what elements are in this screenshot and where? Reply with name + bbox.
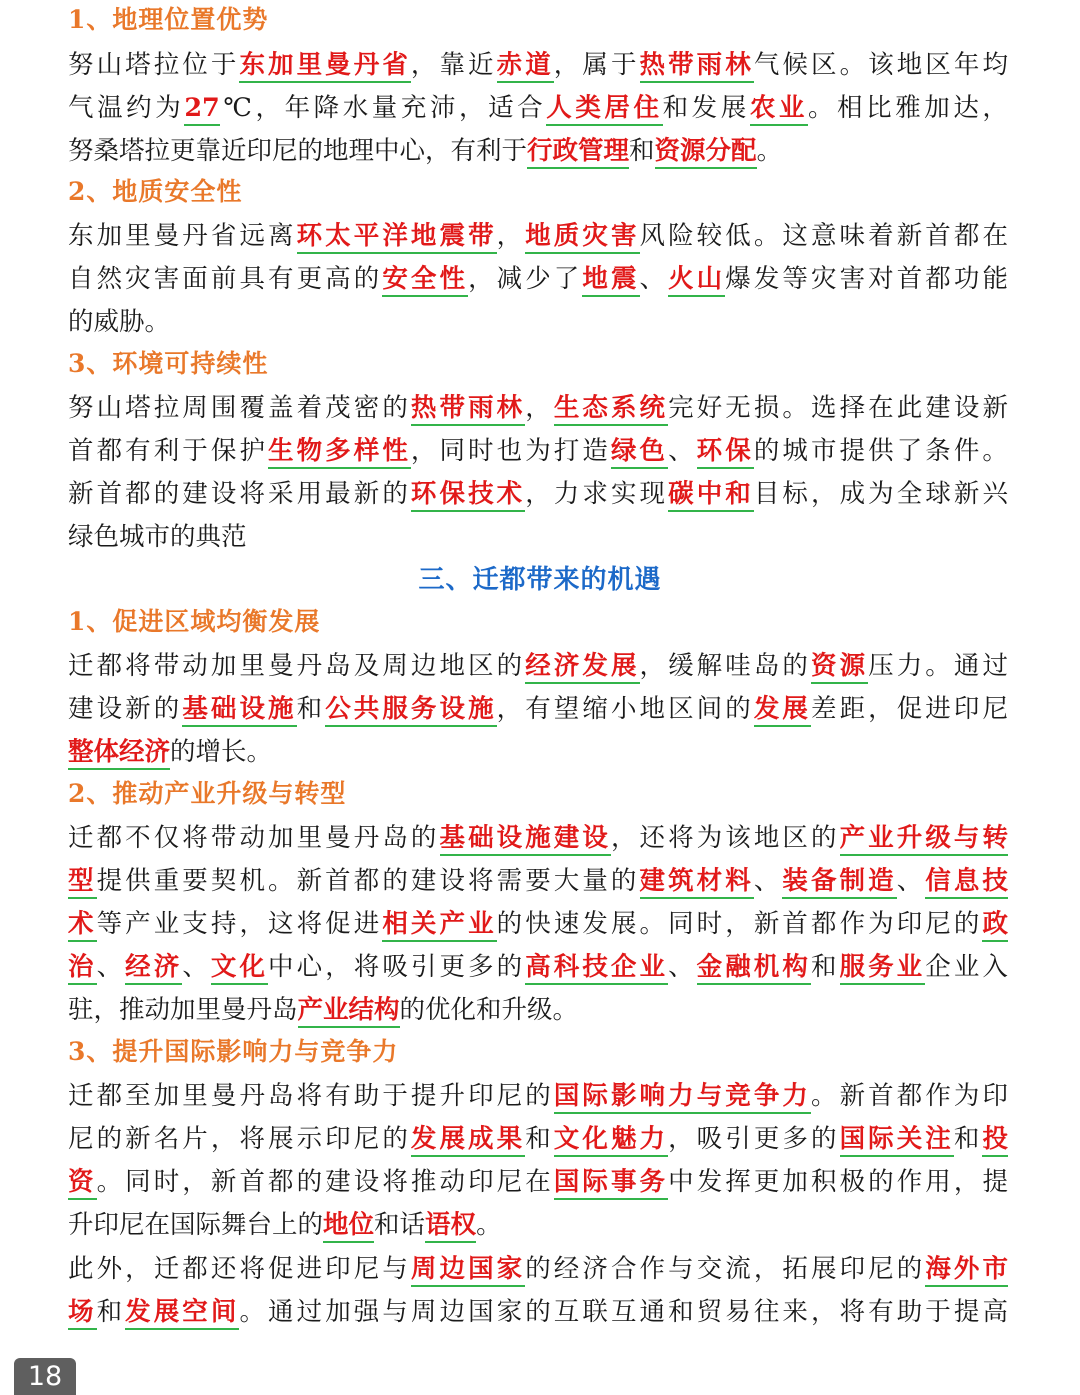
body-text: 完好无损。选择在此建设新 — [668, 393, 1008, 423]
paragraph-line — [68, 692, 1008, 726]
body-text: 和 — [629, 136, 655, 166]
highlighted-keyword: 场 — [68, 1297, 97, 1330]
body-text: 风险较低。这意味着新首都在 — [639, 221, 1008, 251]
highlighted-keyword: 国际关注 — [840, 1124, 954, 1157]
body-text: 、 — [668, 952, 697, 982]
highlighted-keyword: 生物多样性 — [268, 436, 411, 469]
highlighted-keyword: 碳中和 — [668, 479, 754, 512]
body-text: 、 — [96, 952, 126, 982]
highlighted-keyword: 27 — [184, 93, 220, 126]
highlighted-keyword: 服务业 — [840, 952, 926, 985]
highlighted-keyword: 信息技 — [925, 866, 1008, 899]
highlighted-keyword: 环保技术 — [411, 479, 525, 512]
body-text: 气候区。该地区年均 — [753, 50, 1008, 80]
highlighted-keyword: 环保 — [697, 436, 754, 469]
highlighted-keyword: 发展空间 — [125, 1297, 239, 1330]
paragraph-line — [68, 434, 1008, 468]
body-text: 。通过加强与周边国家的互联互通和贸易往来，将有助于提高 — [239, 1297, 1008, 1327]
highlighted-keyword: 资源分配 — [655, 136, 757, 169]
body-text: 和 — [96, 1297, 126, 1327]
paragraph-line — [68, 1295, 1008, 1329]
highlighted-keyword: 安全性 — [382, 264, 468, 297]
body-text: 努桑塔拉更靠近印尼的地理中心，有利于 — [68, 136, 528, 166]
body-text: ，力求实现 — [525, 479, 669, 509]
body-text: 驻，推动加里曼丹岛 — [68, 995, 298, 1025]
highlighted-keyword: 基础设施 — [182, 694, 296, 727]
highlighted-keyword: 装备制造 — [782, 866, 896, 899]
highlighted-keyword: 热带雨林 — [640, 50, 754, 83]
body-text: 尼的新名片，将展示印尼的 — [68, 1124, 411, 1154]
body-text: 和 — [953, 1124, 983, 1154]
body-text: 。 — [476, 1210, 502, 1240]
highlighted-keyword: 东加里曼丹省 — [239, 50, 410, 83]
body-text: 中发挥更加积极的作用，提 — [668, 1167, 1008, 1197]
highlighted-keyword: 文化 — [211, 952, 268, 985]
paragraph-line — [68, 1165, 1008, 1199]
body-text: ， — [525, 393, 554, 423]
body-text: 新首都的建设将采用最新的 — [68, 479, 411, 509]
highlighted-keyword: 型 — [68, 866, 97, 899]
highlighted-keyword: 人类居住 — [546, 93, 662, 126]
highlighted-keyword: 公共服务设施 — [325, 694, 496, 727]
paragraph-line — [68, 520, 1008, 554]
body-text: 。相比雅加达， — [807, 93, 1008, 123]
body-text: ，靠近 — [410, 50, 497, 80]
body-text: ℃，年降水量充沛，适合 — [219, 93, 547, 123]
body-text: 努山塔拉位于 — [68, 50, 240, 80]
paragraph-line — [68, 993, 1008, 1027]
body-text: 建设新的 — [68, 694, 183, 724]
body-text: 企业入 — [925, 952, 1008, 982]
body-text: 东加里曼丹省远离 — [68, 221, 297, 251]
highlighted-keyword: 周边国家 — [411, 1254, 525, 1287]
body-text: 气温约为 — [68, 93, 185, 123]
body-text: 绿色城市的典范 — [68, 522, 247, 552]
subsection-heading: 1、促进区域均衡发展 — [68, 607, 321, 636]
paragraph-line — [68, 48, 1008, 82]
body-text: 目标，成为全球新兴 — [753, 479, 1008, 509]
paragraph-line — [68, 821, 1008, 855]
highlighted-keyword: 生态系统 — [554, 393, 668, 426]
highlighted-keyword: 术 — [68, 909, 97, 942]
body-text: ，缓解哇岛的 — [639, 651, 811, 681]
highlighted-keyword: 治 — [68, 952, 97, 985]
highlighted-keyword: 赤道 — [497, 50, 554, 83]
body-text: 和 — [810, 952, 840, 982]
body-text: 此外，迁都还将促进印尼与 — [68, 1254, 411, 1284]
paragraph-line — [68, 735, 1008, 769]
highlighted-keyword: 环太平洋地震带 — [297, 221, 497, 254]
paragraph-line — [68, 1208, 1008, 1242]
highlighted-keyword: 整体经济 — [68, 737, 170, 770]
paragraph-line — [68, 864, 1008, 898]
section-title: 三、迁都带来的机遇 — [418, 565, 662, 595]
paragraph-line — [68, 1079, 1008, 1113]
body-text: 自然灾害面前具有更高的 — [68, 264, 383, 294]
body-text: 首都有利于保护 — [68, 436, 269, 466]
highlighted-keyword: 地质灾害 — [525, 221, 639, 254]
highlighted-keyword: 金融机构 — [697, 952, 811, 985]
body-text: 、 — [753, 866, 783, 896]
body-text: ， — [496, 221, 526, 251]
page-number-badge: 18 — [14, 1358, 76, 1395]
subsection-heading: 3、提升国际影响力与竞争力 — [68, 1037, 399, 1066]
body-text: 、 — [896, 866, 926, 896]
highlighted-keyword: 投 — [982, 1124, 1008, 1157]
body-text: 迁都不仅将带动加里曼丹岛的 — [68, 823, 440, 853]
body-text: 、 — [639, 264, 669, 294]
highlighted-keyword: 产业升级与转 — [840, 823, 1008, 856]
paragraph-line — [68, 907, 1008, 941]
highlighted-keyword: 海外市 — [925, 1254, 1008, 1287]
body-text: 的快速发展。同时，新首都作为印尼的 — [496, 909, 983, 939]
body-text: 的威胁。 — [68, 307, 171, 337]
body-text: 和 — [525, 1124, 554, 1154]
highlighted-keyword: 经济 — [125, 952, 182, 985]
body-text: 压力。通过 — [868, 651, 1008, 681]
highlighted-keyword: 资源 — [811, 651, 868, 684]
highlighted-keyword: 语权 — [425, 1210, 476, 1243]
body-text: 的城市提供了条件。 — [753, 436, 1008, 466]
paragraph-line — [68, 219, 1008, 253]
body-text: 等产业支持，这将促进 — [96, 909, 383, 939]
highlighted-keyword: 建筑材料 — [640, 866, 754, 899]
body-text: ，减少了 — [468, 264, 583, 294]
body-text: 努山塔拉周围覆盖着茂密的 — [68, 393, 411, 423]
body-text: 、 — [668, 436, 697, 466]
body-text: 。同时，新首都的建设将推动印尼在 — [96, 1167, 554, 1197]
highlighted-keyword: 行政管理 — [527, 136, 629, 169]
paragraph-line — [68, 262, 1008, 296]
body-text: 和 — [296, 694, 326, 724]
body-text: 爆发等灾害对首都功能 — [725, 264, 1008, 294]
subsection-heading: 2、推动产业升级与转型 — [68, 779, 347, 808]
paragraph-line — [68, 1252, 1008, 1286]
highlighted-keyword: 地位 — [323, 1210, 374, 1243]
highlighted-keyword: 国际事务 — [554, 1167, 668, 1200]
highlighted-keyword: 火山 — [668, 264, 725, 297]
body-text: 和发展 — [662, 93, 750, 123]
body-text: 差距，促进印尼 — [811, 694, 1008, 724]
body-text: ，有望缩小地区间的 — [496, 694, 754, 724]
body-text: 的增长。 — [170, 737, 273, 767]
highlighted-keyword: 发展 — [754, 694, 811, 727]
highlighted-keyword: 热带雨林 — [411, 393, 525, 426]
highlighted-keyword: 国际影响力与竞争力 — [554, 1081, 811, 1114]
highlighted-keyword: 经济发展 — [525, 651, 639, 684]
highlighted-keyword: 基础设施建设 — [440, 823, 611, 856]
body-text: ，属于 — [553, 50, 640, 80]
paragraph-line — [68, 134, 1008, 168]
highlighted-keyword: 文化魅力 — [554, 1124, 668, 1157]
body-text: 和话 — [374, 1210, 426, 1240]
subsection-heading: 3、环境可持续性 — [68, 349, 269, 378]
subsection-heading: 1、地理位置优势 — [68, 5, 269, 34]
highlighted-keyword: 绿色 — [611, 436, 668, 469]
paragraph-line — [68, 91, 1008, 125]
body-text: 提供重要契机。新首都的建设将需要大量的 — [96, 866, 640, 896]
body-text: ，同时也为打造 — [410, 436, 611, 466]
paragraph-line — [68, 477, 1008, 511]
body-text: ，吸引更多的 — [668, 1124, 840, 1154]
highlighted-keyword: 相关产业 — [382, 909, 496, 942]
highlighted-keyword: 农业 — [750, 93, 808, 126]
paragraph-line — [68, 305, 1008, 339]
paragraph-line — [68, 950, 1008, 984]
paragraph-line — [68, 391, 1008, 425]
highlighted-keyword: 发展成果 — [411, 1124, 525, 1157]
body-text: 升印尼在国际舞台上的 — [68, 1210, 324, 1240]
highlighted-keyword: 高科技企业 — [525, 952, 668, 985]
highlighted-keyword: 资 — [68, 1167, 97, 1200]
highlighted-keyword: 地震 — [582, 264, 639, 297]
body-text: 的优化和升级。 — [399, 995, 579, 1025]
body-text: ，还将为该地区的 — [610, 823, 840, 853]
body-text: 。新首都作为印 — [811, 1081, 1008, 1111]
body-text: 迁都将带动加里曼丹岛及周边地区的 — [68, 651, 526, 681]
body-text: 、 — [182, 952, 211, 982]
highlighted-keyword: 政 — [982, 909, 1008, 942]
body-text: 迁都至加里曼丹岛将有助于提升印尼的 — [68, 1081, 554, 1111]
paragraph-line — [68, 1122, 1008, 1156]
highlighted-keyword: 产业结构 — [298, 995, 400, 1028]
body-text: 。 — [756, 136, 783, 166]
paragraph-line — [68, 649, 1008, 683]
body-text: 的经济合作与交流，拓展印尼的 — [525, 1254, 926, 1284]
body-text: 中心，将吸引更多的 — [268, 952, 526, 982]
subsection-heading: 2、地质安全性 — [68, 177, 243, 206]
